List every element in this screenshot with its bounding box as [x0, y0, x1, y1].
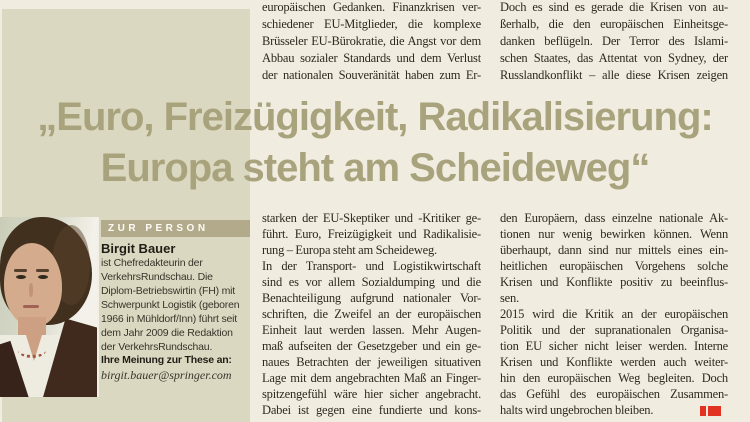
- text-line: rung – Europa steht am Scheideweg.: [262, 243, 437, 257]
- text-line: schiedener EU-Mitglieder, die komplexe: [262, 17, 481, 31]
- text-line: ist Chefredakteurin der: [101, 257, 203, 269]
- person-email: birgit.bauer@springer.com: [101, 368, 232, 382]
- text-line: sen.: [500, 291, 519, 305]
- text-line: Doch es sind es gerade die Krisen von au-: [500, 0, 728, 14]
- headline-line-1: „Euro, Freizügigkeit, Radikalisierung:: [37, 95, 713, 139]
- text-line: tionen nur wenig bewirken können. Wenn: [500, 227, 728, 241]
- portrait-nose: [29, 283, 33, 297]
- person-box-header-label: ZUR PERSON: [108, 223, 209, 234]
- article-column-top-mid: [262, 0, 481, 84]
- text-line: das Gefühl des europäischen Zusammen-: [500, 387, 728, 401]
- portrait-right-eye: [38, 275, 48, 279]
- text-line: schen Staates, das Attentat von Sydney, der: [500, 51, 728, 65]
- text-line: Krisen und Konflikte werden auch weiter-: [500, 355, 728, 369]
- end-of-article-marker: [700, 406, 721, 416]
- text-line: der nationalen Souveränität haben zum Er-: [262, 68, 481, 82]
- article-column-bottom-right: [500, 210, 728, 418]
- text-line: halts wird ungebrochen bleiben.: [500, 403, 654, 417]
- portrait-mouth: [23, 305, 39, 308]
- text-line: starken der EU-Skeptiker und -Kritiker ge-: [262, 211, 481, 225]
- text-line: hin den europäischen Weg begleiten. Doch: [500, 371, 728, 385]
- text-line: sind es vor allem Sozialdumping und die: [262, 275, 481, 289]
- text-line: den Europäern, dass einzelne nationale Ak-: [500, 211, 728, 225]
- text-line: Einheit laut werden lassen. Mehr Augen-: [262, 323, 481, 337]
- text-line: VerkehrsRundschau. Die: [101, 271, 213, 283]
- text-line: der VerkehrsRundschau.: [101, 341, 213, 353]
- end-marker-bar: [700, 406, 706, 416]
- headline-line-2: Europa steht am Scheideweg“: [100, 146, 650, 190]
- text-line: Benachteiligung aufgrund nationaler Vor-: [262, 291, 481, 305]
- portrait-face-shape: [4, 243, 62, 327]
- text-line: führt. Euro, Freizügigkeit und Radikalisie-: [262, 227, 481, 241]
- text-line: Russlandkonflikt – alle diese Krisen zeigen: [500, 68, 728, 82]
- person-box-header-bar: [101, 220, 250, 237]
- portrait-left-eye: [16, 275, 26, 279]
- article-headline: [0, 92, 750, 194]
- text-line: ßerhalb, die den europäischen Einheitsge-: [500, 17, 728, 31]
- text-line: tion EU sicher nicht leiser werden. Interne: [500, 339, 728, 353]
- text-line: heitlichen europäischen Vorgehens solche: [500, 259, 728, 273]
- article-column-top-right: [500, 0, 728, 84]
- text-line: dem Jahr 2009 die Redaktion: [101, 327, 233, 339]
- person-name: Birgit Bauer: [101, 241, 176, 256]
- text-line: Brüsseler EU-Bürokratie, die Angst vor dem: [262, 34, 481, 48]
- article-column-bottom-mid: [262, 210, 481, 418]
- text-line: naues Betrachten der jeweiligen situativen: [262, 355, 481, 369]
- text-line: Abbau sozialer Standards und dem Verlust: [262, 51, 481, 65]
- text-line: Politik und der supranationalen Organisa-: [500, 323, 728, 337]
- text-line: 2015 wird die Kritik an der europäischen: [500, 307, 728, 321]
- text-line: schriften, die Zweifel an der europäischen: [262, 307, 481, 321]
- text-line: Dabei ist gegen eine fundierte und kons-: [262, 403, 481, 417]
- portrait-photo: [0, 217, 99, 397]
- portrait-left-eyebrow: [14, 269, 27, 272]
- text-line: spitzengefühl wäre hier sicher angebracht.: [262, 387, 481, 401]
- text-line: danken beflügeln. Der Terror des Islami-: [500, 34, 728, 48]
- person-bio: [101, 256, 251, 354]
- text-line: Schwerpunkt Logistik (geboren: [101, 299, 240, 311]
- text-line: 1966 in Mühldorf/Inn) führt seit: [101, 313, 238, 325]
- person-feedback-label: Ihre Meinung zur These an:: [101, 354, 232, 366]
- text-line: überhaupt, dann sind nur mittels eines ein-: [500, 243, 728, 257]
- text-line: Krisen und Konflikte positiv zu beeinflus-: [500, 275, 728, 289]
- portrait-right-eyebrow: [36, 269, 49, 272]
- end-marker-square: [708, 406, 721, 416]
- text-line: Diplom-Betriebswirtin (FH) mit: [101, 285, 236, 297]
- portrait-necklace: [18, 343, 46, 358]
- text-line: maß aufseiten der Gesetzgeber und ein ge-: [262, 339, 481, 353]
- text-line: Lage mit dem angebrachten Maß an Finger-: [262, 371, 481, 385]
- text-line: europäischen Gedanken. Finanzkrisen ver-: [262, 0, 481, 14]
- text-line: In der Transport- und Logistikwirtschaft: [262, 259, 481, 273]
